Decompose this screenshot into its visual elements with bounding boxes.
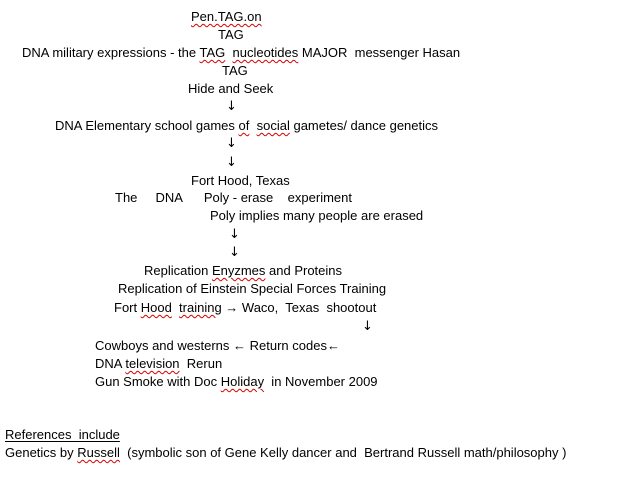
references-heading [5,427,120,443]
text-segment-underlined: Russell [77,445,120,460]
text-segment: (symbolic son of Gene Kelly dancer and Bertrand Russell math/philosophy ) [119,445,567,460]
text-segment-underlined: of [238,118,250,133]
text-segment-underlined: social [256,118,290,133]
text-line-school-games [55,118,438,134]
text-segment: Replication [144,263,212,278]
title-text: Pen.TAG.on [191,9,262,24]
text-segment [249,118,256,133]
text-segment: DNA military expressions - the [22,45,200,60]
text-segment: → Waco, Texas shootout [221,300,377,315]
text-segment: DNA Elementary school games [55,118,239,133]
text-segment-underlined: TAG [199,45,226,60]
text-segment-underlined: Holiday [220,374,265,389]
down-arrow-icon: ↓ [362,319,373,334]
text-segment: Fort [114,300,141,315]
text-line-poly-implies: Poly implies many people are erased [210,208,424,223]
text-segment [172,300,179,315]
references-heading-text: References include [5,427,120,442]
down-arrow-icon: ↓ [229,245,240,260]
text-line-replication-enzymes [144,263,342,279]
text-segment: in November 2009 [264,374,378,389]
text-segment [225,45,232,60]
text-line-tag-1: TAG [218,27,244,42]
text-line-dna-television [95,356,222,372]
text-line-replication-einstein: Replication of Einstein Special Forces Training [118,281,387,296]
down-arrow-icon: ↓ [226,99,237,114]
text-segment: Gun Smoke with Doc [95,374,221,389]
text-line-gun-smoke [95,374,378,390]
text-line-hide-and-seek: Hide and Seek [188,81,274,96]
text-segment-underlined: training [179,300,222,315]
title-line [191,9,262,25]
text-segment-underlined: nucleotides [232,45,299,60]
text-segment-underlined: Enyzmes [211,263,266,278]
references-entry [5,445,566,461]
text-segment: gametes/ dance genetics [289,118,439,133]
text-line-fort-hood-training [114,300,376,316]
text-segment: Genetics by [5,445,78,460]
text-line-cowboys: Cowboys and westerns ← Return codes← [95,338,340,353]
text-line-tag-2: TAG [222,63,248,78]
text-line-dna-experiment: The DNA Poly - erase experiment [115,190,352,205]
text-segment: DNA [95,356,126,371]
text-line-fort-hood: Fort Hood, Texas [191,173,290,188]
text-segment: and Proteins [265,263,343,278]
text-segment: MAJOR messenger Hasan [298,45,461,60]
down-arrow-icon: ↓ [226,136,237,151]
down-arrow-icon: ↓ [226,155,237,170]
text-segment-underlined: television [125,356,180,371]
text-segment-underlined: Hood [140,300,172,315]
down-arrow-icon: ↓ [229,227,240,242]
text-line-military-expressions [22,45,460,61]
text-segment: Rerun [179,356,223,371]
